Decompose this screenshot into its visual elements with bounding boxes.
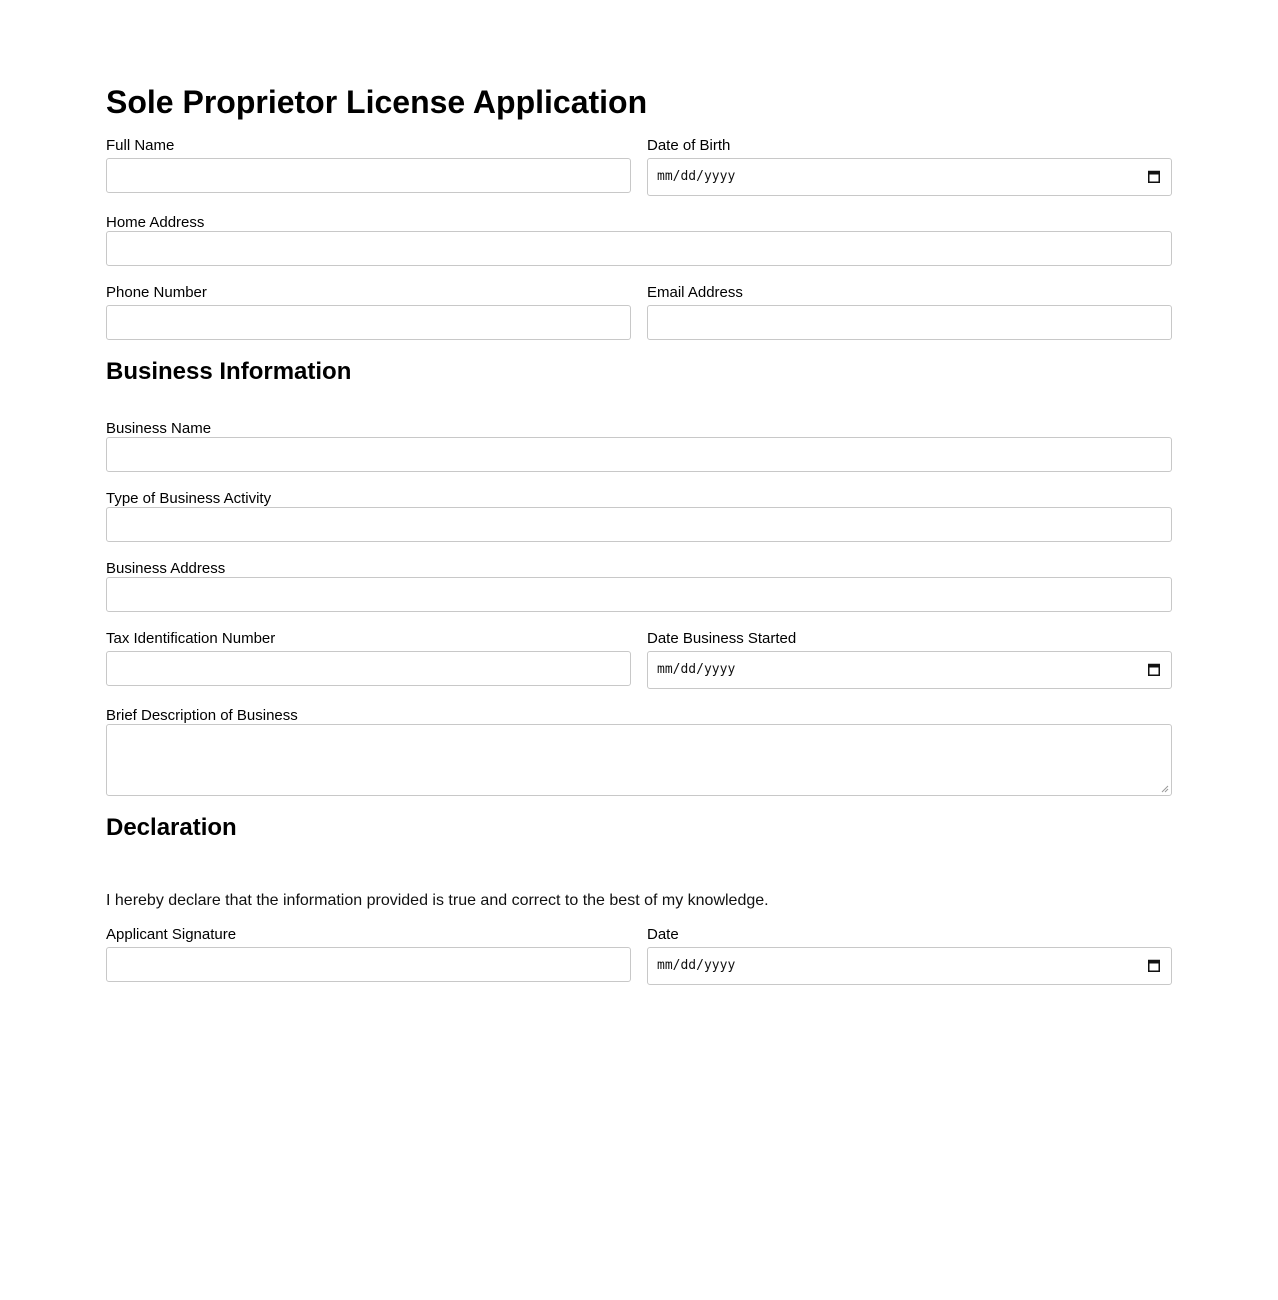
- home-address-label: Home Address: [106, 214, 205, 231]
- date-placeholder: mm/dd/yyyy: [657, 169, 736, 184]
- business-address-input[interactable]: [106, 577, 1172, 612]
- declaration-heading: Declaration: [106, 814, 237, 841]
- full-name-input[interactable]: [106, 158, 631, 193]
- declaration-date-input[interactable]: [647, 947, 1172, 985]
- date-of-birth-input[interactable]: [647, 158, 1172, 196]
- date-business-started-input[interactable]: [647, 651, 1172, 689]
- business-information-heading: Business Information: [106, 358, 352, 385]
- business-description-textarea[interactable]: [106, 724, 1172, 796]
- tax-id-input[interactable]: [106, 651, 631, 686]
- full-name-label: Full Name: [106, 137, 175, 154]
- email-address-input[interactable]: [647, 305, 1172, 340]
- date-of-birth-label: Date of Birth: [647, 137, 731, 154]
- applicant-signature-input[interactable]: [106, 947, 631, 982]
- page-title: Sole Proprietor License Application: [106, 84, 648, 120]
- calendar-icon[interactable]: [1148, 170, 1160, 183]
- business-activity-label: Type of Business Activity: [106, 490, 272, 507]
- calendar-icon[interactable]: [1148, 959, 1160, 972]
- applicant-signature-label: Applicant Signature: [106, 926, 237, 943]
- phone-number-input[interactable]: [106, 305, 631, 340]
- tax-id-label: Tax Identification Number: [106, 630, 276, 647]
- home-address-input[interactable]: [106, 231, 1172, 266]
- declaration-statement: I hereby declare that the information provided is true and correct to the best of my knowledge.: [106, 892, 769, 909]
- business-address-label: Business Address: [106, 560, 226, 577]
- declaration-date-label: Date: [647, 926, 679, 943]
- calendar-icon[interactable]: [1148, 663, 1160, 676]
- date-placeholder: mm/dd/yyyy: [657, 662, 736, 677]
- email-address-label: Email Address: [647, 284, 743, 301]
- date-placeholder: mm/dd/yyyy: [657, 958, 736, 973]
- date-business-started-label: Date Business Started: [647, 630, 797, 647]
- business-name-label: Business Name: [106, 420, 212, 437]
- resize-handle-icon[interactable]: [1161, 785, 1169, 793]
- business-description-label: Brief Description of Business: [106, 707, 298, 724]
- business-name-input[interactable]: [106, 437, 1172, 472]
- business-activity-input[interactable]: [106, 507, 1172, 542]
- phone-number-label: Phone Number: [106, 284, 207, 301]
